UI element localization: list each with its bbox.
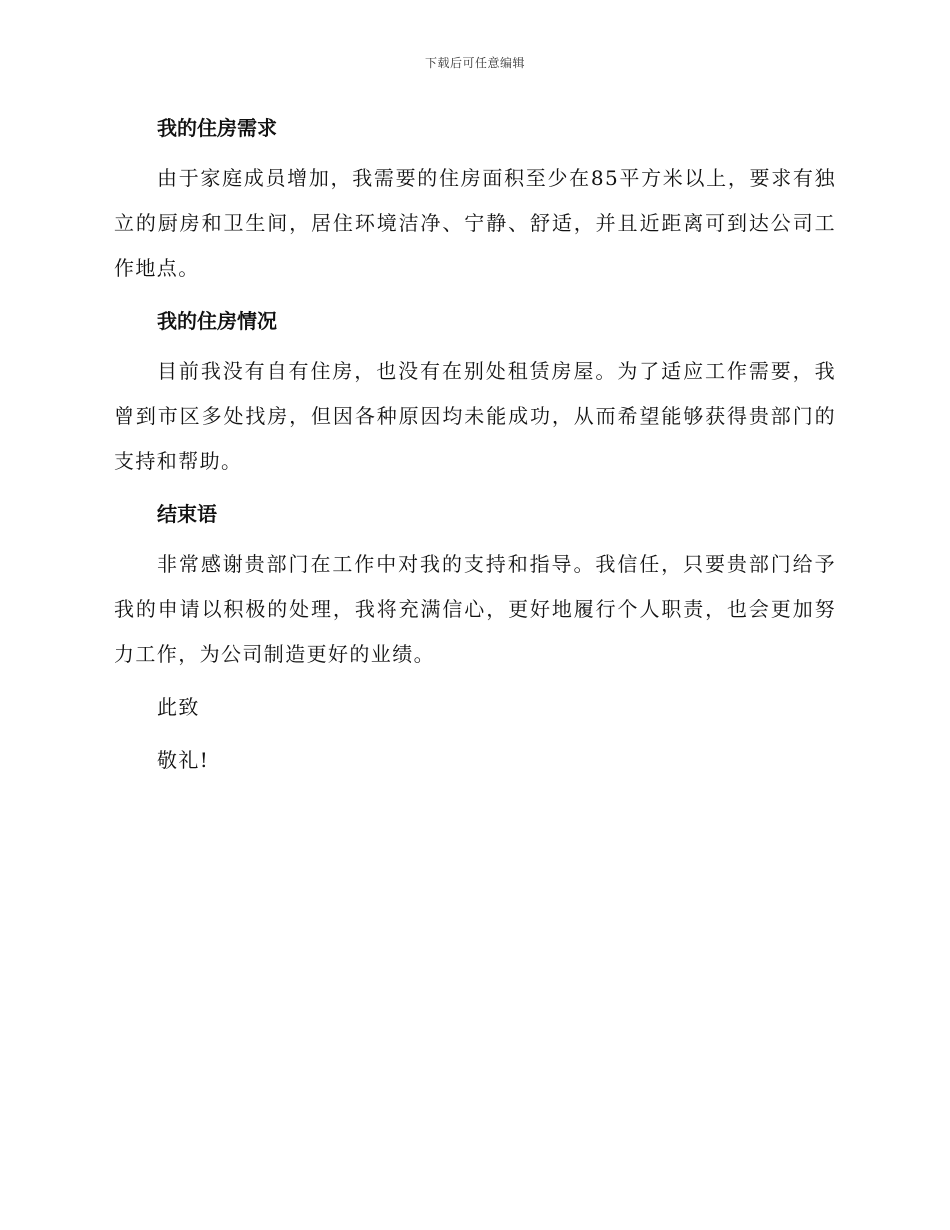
closing-regards: 敬礼!: [157, 748, 210, 772]
section-heading-housing-needs: 我的住房需求: [157, 116, 277, 140]
closing-salutation: 此致: [157, 695, 200, 719]
section-paragraph-housing-needs: 由于家庭成员增加，我需要的住房面积至少在85平方米以上，要求有独立的厨房和卫生间，居住环境洁净、宁静、舒适，并且近距离可到达公司工作地点。: [114, 166, 836, 280]
document-body: [114, 112, 836, 783]
section-paragraph-housing-situation: 目前我没有自有住房，也没有在别处租赁房屋。为了适应工作需要，我曾到市区多处找房，但因各种原因均未能成功，从而希望能够获得贵部门的支持和帮助。: [114, 359, 836, 473]
page-header: 下载后可任意编辑: [424, 56, 525, 70]
section-heading-conclusion: 结束语: [157, 502, 217, 526]
section-paragraph-conclusion: 非常感谢贵部门在工作中对我的支持和指导。我信任，只要贵部门给予我的申请以积极的处理，我将充满信心，更好地履行个人职责，也会更加努力工作，为公司制造更好的业绩。: [114, 552, 836, 666]
section-heading-housing-situation: 我的住房情况: [157, 309, 277, 333]
